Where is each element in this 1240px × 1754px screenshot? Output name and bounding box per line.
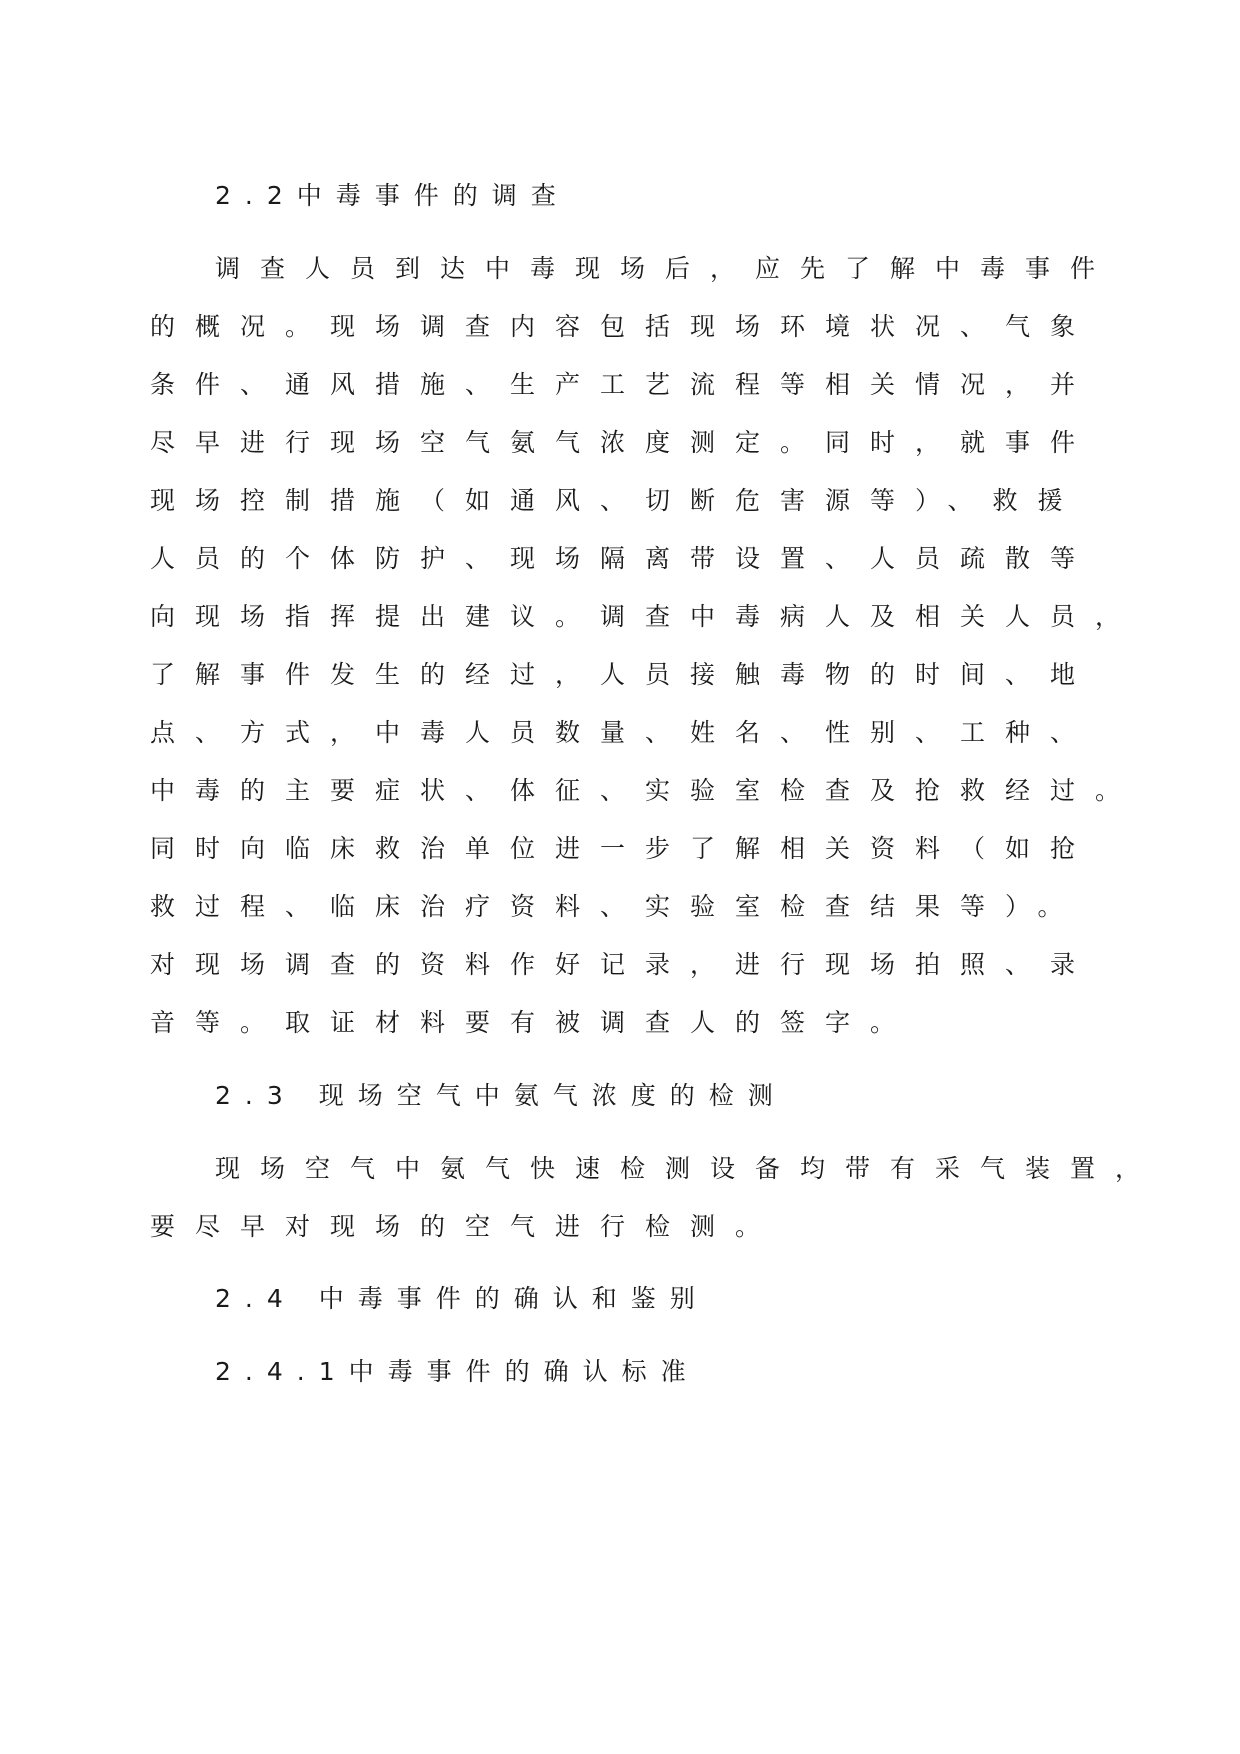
- paragraph-line: 同时向临床救治单位进一步了解相关资料（如抢: [150, 834, 1096, 863]
- paragraph-line: 要尽早对现场的空气进行检测。: [150, 1212, 781, 1241]
- paragraph-line: 现场空气中氨气快速检测设备均带有采气装置，: [215, 1154, 1161, 1183]
- paragraph-line: 点、方式，中毒人员数量、姓名、性别、工种、: [150, 718, 1096, 747]
- paragraph-line: 了解事件发生的经过，人员接触毒物的时间、地: [150, 660, 1096, 689]
- paragraph-line: 条件、通风措施、生产工艺流程等相关情况，并: [150, 370, 1096, 399]
- paragraph-line: 现场控制措施（如通风、切断危害源等）、救援: [150, 486, 1083, 515]
- paragraph-line: 的概况。现场调查内容包括现场环境状况、气象: [150, 312, 1096, 341]
- paragraph-line: 对现场调查的资料作好记录，进行现场拍照、录: [150, 950, 1096, 979]
- paragraph-line: 调查人员到达中毒现场后，应先了解中毒事件: [215, 254, 1116, 283]
- section-heading-2-4-1: 2.4.1中毒事件的确认标准: [215, 1357, 700, 1386]
- section-heading-2-2: 2.2中毒事件的调查: [215, 181, 570, 210]
- paragraph-line: 尽早进行现场空气氨气浓度测定。同时，就事件: [150, 428, 1096, 457]
- paragraph-line: 救过程、临床治疗资料、实验室检查结果等）。: [150, 892, 1083, 921]
- paragraph-line: 人员的个体防护、现场隔离带设置、人员疏散等: [150, 544, 1096, 573]
- section-heading-2-3: 2.3 现场空气中氨气浓度的检测: [215, 1081, 787, 1110]
- paragraph-line: 中毒的主要症状、体征、实验室检查及抢救经过。: [150, 776, 1141, 805]
- section-heading-2-4: 2.4 中毒事件的确认和鉴别: [215, 1284, 709, 1313]
- paragraph-line: 向现场指挥提出建议。调查中毒病人及相关人员，: [150, 602, 1141, 631]
- paragraph-line: 音等。取证材料要有被调查人的签字。: [150, 1008, 916, 1037]
